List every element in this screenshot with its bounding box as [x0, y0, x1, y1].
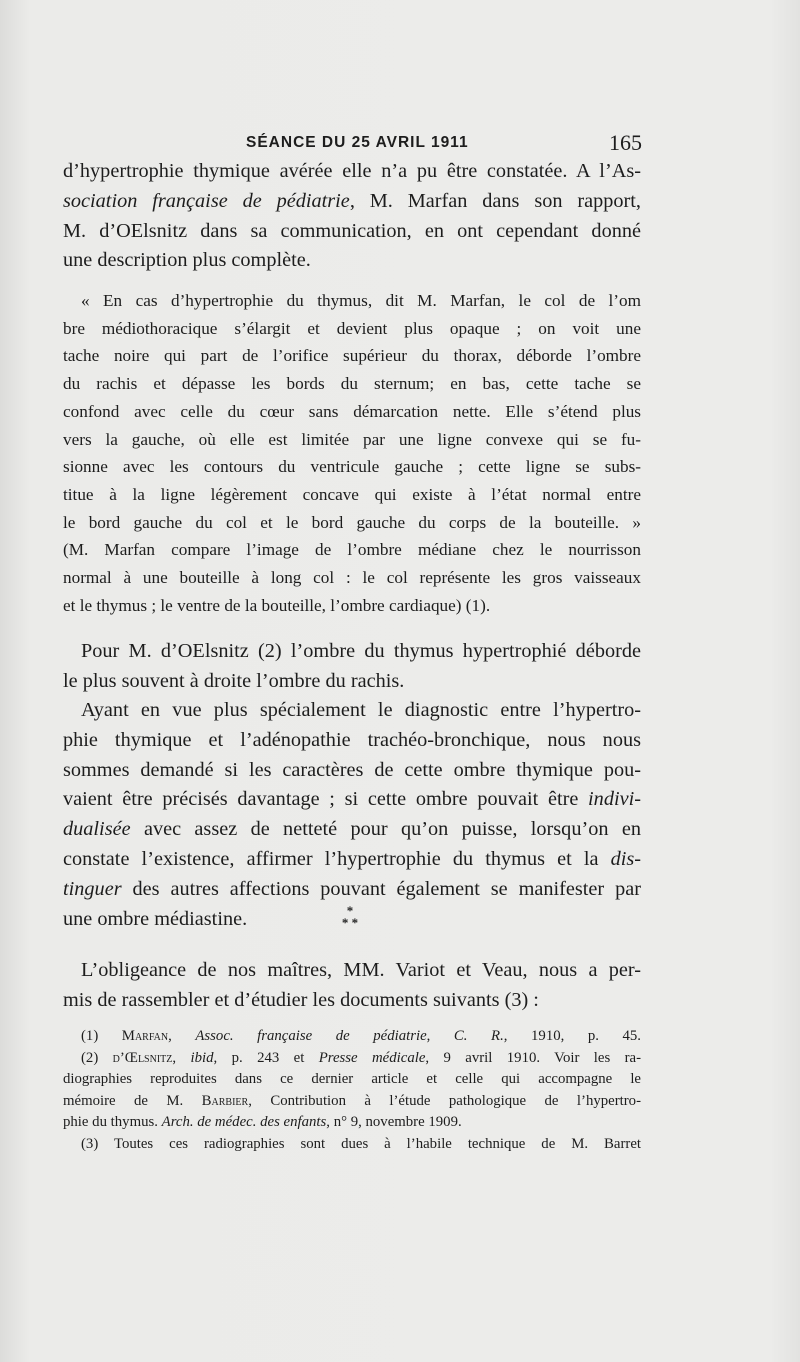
text-line: Ayant en vue plus spécialement le diagnostic entre l’hypertro-	[81, 699, 641, 721]
footnote-2-line: mémoire de M. Barbier, Contribution à l’étude pathologique de l’hypertro-	[63, 1092, 642, 1109]
text-line: L’obligeance de nos maîtres, MM. Variot et Veau, nous a per-	[81, 959, 641, 981]
footnote-1: (1) Marfan, Assoc. française de pédiatrie, C. R., 1910, p. 45.	[81, 1028, 641, 1044]
header-title: SÉANCE DU 25 AVRIL 1911	[246, 134, 469, 151]
text-line: sociation française de pédiatrie, M. Marfan dans son rapport,	[63, 189, 641, 212]
paragraph-diagnostic	[63, 696, 641, 934]
page-number: 165	[609, 130, 642, 155]
text-line: M. d’OElsnitz dans sa communication, en ont cependant donné	[63, 219, 641, 242]
text-line: et le thymus ; le ventre de la bouteille, l’ombre cardiaque) (1).	[63, 595, 491, 615]
text-line: « En cas d’hypertrophie du thymus, dit M. Marfan, le col de l’om	[81, 291, 641, 310]
text-line: une description plus complète.	[63, 249, 311, 272]
text-line: normal à une bouteille à long col : le col représente les gros vaisseaux	[63, 568, 641, 588]
intro-paragraph	[63, 157, 641, 276]
footnote-2-line: phie du thymus. Arch. de médec. des enfants, n° 9, novembre 1909.	[63, 1114, 462, 1130]
text-line: tinguer des autres affections pouvant également se manifester par	[63, 877, 641, 900]
footnote-2-line: diographies reproduites dans ce dernier article et celle qui accompagne le	[63, 1071, 641, 1087]
separator-bottom-stars: * *	[341, 915, 359, 930]
text-line: vers la gauche, où elle est limitée par une ligne convexe qui se fu-	[63, 429, 641, 449]
text-line: du rachis et dépasse les bords du sternum; en bas, cette tache se	[63, 374, 641, 394]
paragraph-oelsnitz	[63, 637, 641, 697]
quote-paragraph	[63, 287, 641, 619]
text-line: confond avec celle du cœur sans démarcation nette. Elle s’étend plus	[63, 401, 641, 421]
footnote-2: (2) d’Œlsnitz, ibid, p. 243 et Presse médicale, 9 avril 1910. Voir les ra-	[81, 1049, 642, 1066]
text-line: vaient être précisés davantage ; si cette ombre pouvait être indivi-	[63, 788, 641, 811]
text-line: le plus souvent à droite l’ombre du rachis.	[63, 669, 405, 692]
running-header	[246, 130, 642, 155]
text-line: tache noire qui part de l’orifice supérieur du thorax, déborde l’ombre	[63, 346, 641, 366]
text-line: constate l’existence, affirmer l’hypertrophie du thymus et la dis-	[63, 847, 641, 870]
text-line: phie thymique et l’adénopathie trachéo-bronchique, nous nous	[63, 728, 641, 751]
text-line: une ombre médiastine.	[63, 907, 248, 930]
text-line: mis de rassembler et d’étudier les documents suivants (3) :	[63, 988, 539, 1011]
separator-top-star: *	[346, 903, 354, 918]
section-separator	[320, 905, 380, 929]
text-line: dualisée avec assez de netteté pour qu’on puisse, lorsqu’on en	[63, 818, 641, 841]
text-line: (M. Marfan compare l’image de l’ombre médiane chez le nourrisson	[63, 540, 641, 560]
paragraph-documents	[63, 956, 641, 1016]
text-line: bre médiothoracique s’élargit et devient plus opaque ; on voit une	[63, 318, 641, 338]
footnotes	[63, 1026, 641, 1155]
text-line: titue à la ligne légèrement concave qui existe à l’état normal entre	[63, 484, 641, 504]
text-line: Pour M. d’OElsnitz (2) l’ombre du thymus hypertrophié déborde	[81, 640, 641, 662]
text-line: d’hypertrophie thymique avérée elle n’a pu être constatée. A l’As-	[63, 160, 641, 182]
text-line: le bord gauche du col et le bord gauche du corps de la bouteille. »	[63, 512, 641, 532]
footnote-3: (3) Toutes ces radiographies sont dues à l’habile technique de M. Barret	[81, 1135, 641, 1152]
text-line: sommes demandé si les caractères de cette ombre thymique pou-	[63, 758, 641, 781]
text-line: sionne avec les contours du ventricule gauche ; cette ligne se subs-	[63, 457, 641, 477]
